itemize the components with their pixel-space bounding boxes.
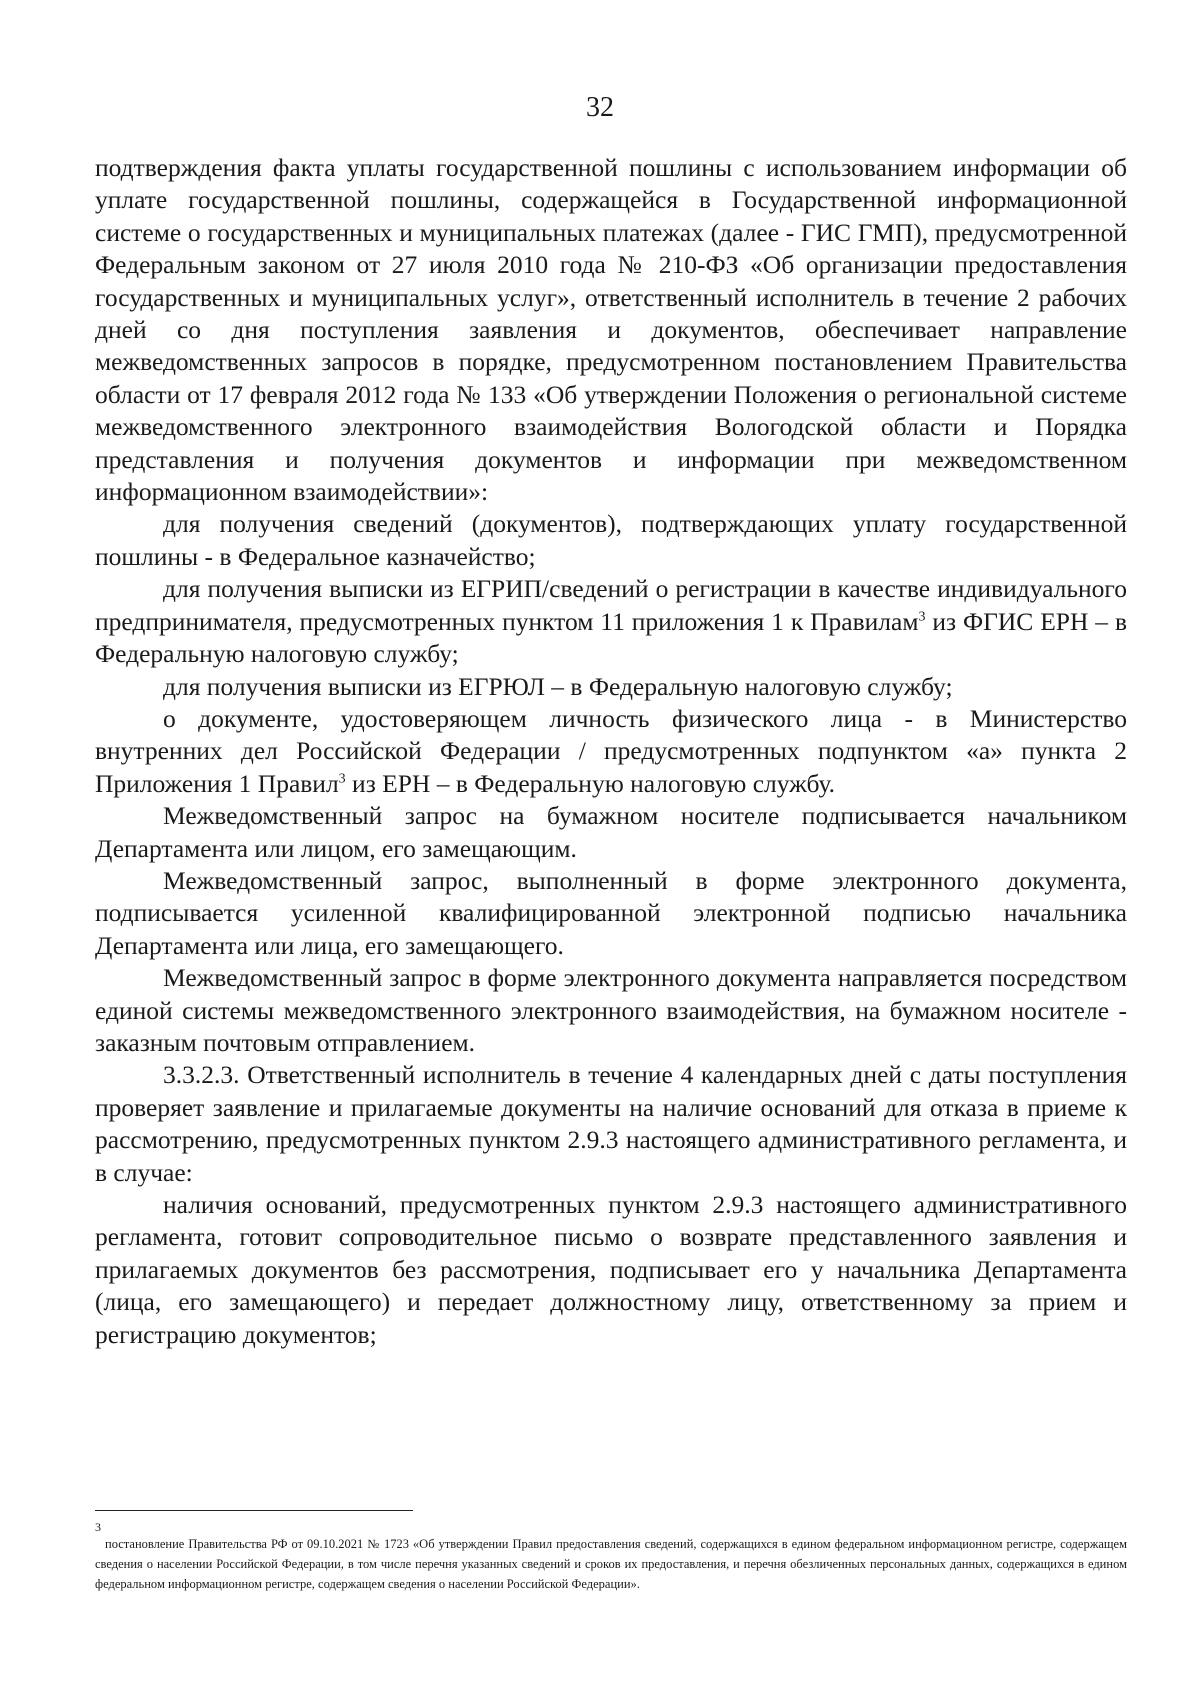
paragraph-7: Межведомственный запрос, выполненный в форме электронного документа, подписывается усиленной квалифицированной электронной подписью начальника Департамента или лица, его замещающего. [95,865,1127,960]
footnote-ref: 3 [338,771,346,787]
paragraph-3 [95,573,1127,670]
paragraph-8: Межведомственный запрос в форме электронного документа направляется посредством единой системы межведомственного электронного взаимодействия, на бумажном носителе - заказным почтовым отправлением. [95,963,1127,1057]
paragraph-5-text: о документе, удостоверяющем личность физического лица - в Министерство внутренних дел Российской Федерации / предусмотренных подпунктом «а» пункта 2 Приложения 1 Правил [95,703,1127,798]
body-text [95,152,1127,1351]
footnote-ref: 3 [918,609,926,625]
paragraph-10: наличия оснований, предусмотренных пунктом 2.9.3 настоящего административного регламента, готовит сопроводительное письмо о возврате представленного заявления и прилагаемых документов без рассмотрения, подписывает его у начальника Департамента (лица, его замещающего) и передает должностному лицу, ответственному за прием и регистрацию документов; [95,1190,1127,1349]
footnote-text: постановление Правительства РФ от 09.10.2021 № 1723 «Об утверждении Правил предоставления сведений, содержащихся в едином федеральном информационном регистре, содержащем сведения о населении Российской Федерации, в том числе перечня указанных сведений и сроков их предоставления, и перечня обезличенных персональных данных, содержащихся в едином федеральном информационном регистре, содержащем сведения о населении Российской Федерации». [95,1537,1127,1591]
paragraph-5-text-end: из ЕРН – в Федеральную налоговую службу. [345,768,836,798]
footnote-mark: 3 [95,1520,101,1534]
paragraph-4: для получения выписки из ЕГРЮЛ – в Федеральную налоговую службу; [163,671,953,701]
paragraph-1: подтверждения факта уплаты государственной пошлины с использованием информации об уплате государственной пошлины, содержащейся в Государственной информационной системе о государственных и муниципальных платежах (далее - ГИС ГМП), предусмотренной Федеральным законом от 27 июля 2010 года № 210-ФЗ «Об организации предоставления государственных и муниципальных услуг», ответственный исполнитель в течение 2 рабочих дней со дня поступления заявления и документов, обеспечивает направление межведомственных запросов в порядке, предусмотренном постановлением Правительства области от 17 февраля 2012 года № 133 «Об утверждении Положения о региональной системе межведомственного электронного взаимодействия Вологодской области и Порядка представления и получения документов и информации при межведомственном информационном взаимодействии»: [95,153,1127,507]
paragraph-9: 3.3.2.3. Ответственный исполнитель в течение 4 календарных дней с даты поступления проверяет заявление и прилагаемые документы на наличие оснований для отказа в приеме к рассмотрению, предусмотренных пунктом 2.9.3 настоящего административного регламента, и в случае: [95,1060,1127,1187]
footnote-divider [95,1510,413,1511]
footnote [95,1520,1127,1594]
paragraph-3-text-end: из ФГИС ЕРН – в Федеральную налоговую службу; [95,606,1127,669]
paragraph-2: для получения сведений (документов), подтверждающих уплату государственной пошлины - в Федеральное казначейство; [95,509,1127,571]
paragraph-6: Межведомственный запрос на бумажном носителе подписывается начальником Департамента или лицом, его замещающим. [95,801,1127,863]
paragraph-3-text: для получения выписки из ЕГРИП/сведений о регистрации в качестве индивидуального предпринимателя, предусмотренных пунктом 11 приложения 1 к Правилам [95,574,1127,636]
page-number: 32 [586,92,614,123]
paragraph-5 [95,703,1127,800]
